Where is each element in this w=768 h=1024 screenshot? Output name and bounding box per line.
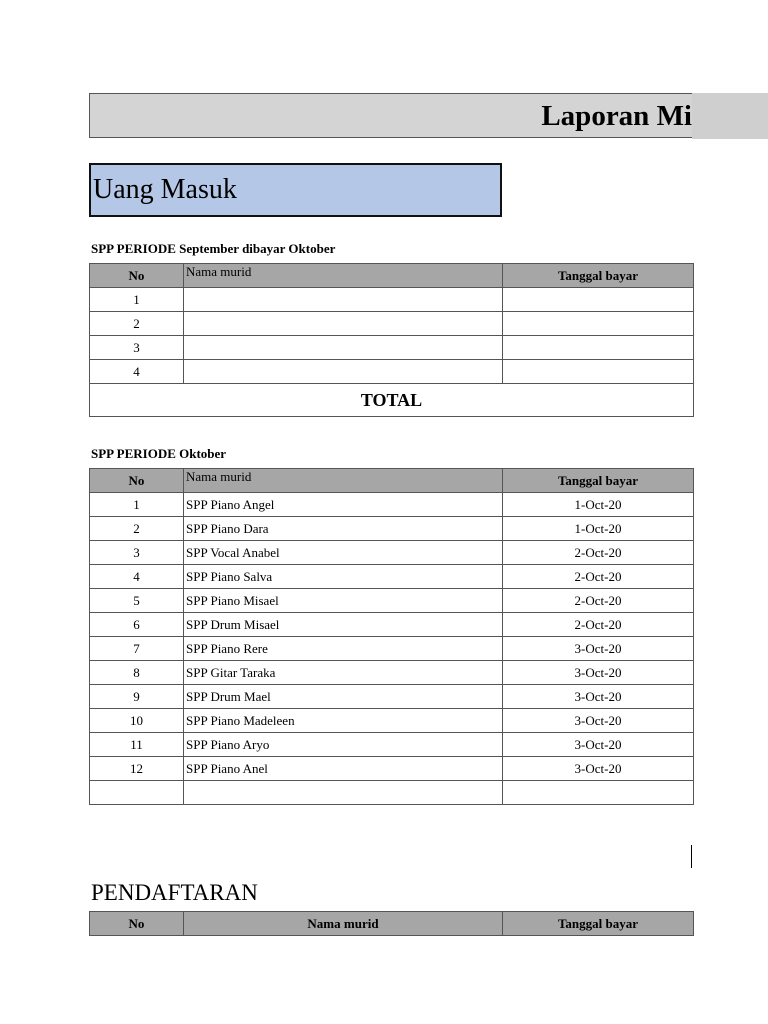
cell-name [184, 336, 503, 360]
table-row [90, 613, 694, 637]
cell-name: SPP Piano Salva [184, 565, 503, 589]
title-bar-overflow [692, 93, 768, 139]
report-title-bar [89, 93, 692, 138]
cell-no [90, 781, 184, 805]
cell-date: 2-Oct-20 [503, 589, 694, 613]
cell-name: SPP Drum Misael [184, 613, 503, 637]
table2-caption: SPP PERIODE Oktober [91, 446, 227, 461]
cell-no: 3 [90, 541, 184, 565]
cell-date: 2-Oct-20 [503, 613, 694, 637]
cell-date [503, 312, 694, 336]
cell-no: 4 [90, 565, 184, 589]
cell-date: 1-Oct-20 [503, 493, 694, 517]
cell-no: 7 [90, 637, 184, 661]
table-row [90, 661, 694, 685]
cell-name: SPP Piano Madeleen [184, 709, 503, 733]
table-header-row [90, 469, 694, 493]
cell-no: 5 [90, 589, 184, 613]
table-row [90, 685, 694, 709]
header-no: No [90, 264, 184, 288]
cell-date: 2-Oct-20 [503, 565, 694, 589]
cell-name: SPP Drum Mael [184, 685, 503, 709]
cell-name: SPP Piano Dara [184, 517, 503, 541]
header-date: Tanggal bayar [503, 912, 694, 936]
header-name: Nama murid [184, 912, 503, 936]
cell-no: 6 [90, 613, 184, 637]
cell-no: 4 [90, 360, 184, 384]
cell-date: 3-Oct-20 [503, 685, 694, 709]
cell-name [184, 288, 503, 312]
cell-no: 12 [90, 757, 184, 781]
cell-date: 3-Oct-20 [503, 709, 694, 733]
table-row [90, 637, 694, 661]
header-name: Nama murid [184, 469, 503, 493]
cell-no: 1 [90, 288, 184, 312]
cell-cursor-line [691, 845, 692, 868]
cell-no: 2 [90, 517, 184, 541]
cell-date [503, 336, 694, 360]
cell-no: 9 [90, 685, 184, 709]
cell-no: 10 [90, 709, 184, 733]
cell-date [503, 288, 694, 312]
cell-date [503, 781, 694, 805]
table-row [90, 336, 694, 360]
total-row [90, 384, 694, 417]
cell-name: SPP Piano Rere [184, 637, 503, 661]
cell-no: 1 [90, 493, 184, 517]
table1-caption: SPP PERIODE September dibayar Oktober [91, 241, 336, 256]
section-title: Uang Masuk [93, 174, 237, 205]
pendaftaran-title: PENDAFTARAN [91, 880, 258, 905]
table-row [90, 781, 694, 805]
table-row [90, 709, 694, 733]
total-label: TOTAL [90, 384, 694, 417]
table-row [90, 757, 694, 781]
cell-no: 3 [90, 336, 184, 360]
table-row [90, 541, 694, 565]
cell-name: SPP Vocal Anabel [184, 541, 503, 565]
cell-date: 2-Oct-20 [503, 541, 694, 565]
table-row [90, 360, 694, 384]
header-date: Tanggal bayar [503, 264, 694, 288]
table-row [90, 589, 694, 613]
cell-name: SPP Piano Aryo [184, 733, 503, 757]
table-row [90, 493, 694, 517]
cell-name [184, 312, 503, 336]
cell-date: 3-Oct-20 [503, 637, 694, 661]
cell-date [503, 360, 694, 384]
table-row [90, 288, 694, 312]
cell-date: 3-Oct-20 [503, 733, 694, 757]
cell-date: 1-Oct-20 [503, 517, 694, 541]
header-name: Nama murid [184, 264, 503, 288]
table-spp-oktober [89, 468, 694, 805]
table-header-row [90, 264, 694, 288]
cell-no: 11 [90, 733, 184, 757]
cell-date: 3-Oct-20 [503, 757, 694, 781]
cell-name: SPP Piano Misael [184, 589, 503, 613]
table-pendaftaran [89, 911, 694, 936]
table-row [90, 312, 694, 336]
table-spp-september [89, 263, 694, 417]
table-row [90, 565, 694, 589]
cell-no: 8 [90, 661, 184, 685]
cell-no: 2 [90, 312, 184, 336]
cell-name: SPP Piano Anel [184, 757, 503, 781]
cell-name: SPP Piano Angel [184, 493, 503, 517]
cell-name: SPP Gitar Taraka [184, 661, 503, 685]
header-date: Tanggal bayar [503, 469, 694, 493]
header-no: No [90, 912, 184, 936]
table-header-row [90, 912, 694, 936]
table-row [90, 733, 694, 757]
table2-body [90, 493, 694, 805]
report-title: Laporan Mi [541, 100, 692, 132]
cell-name [184, 781, 503, 805]
cell-name [184, 360, 503, 384]
section-header-box [89, 163, 502, 217]
header-no: No [90, 469, 184, 493]
cell-date: 3-Oct-20 [503, 661, 694, 685]
table1-body [90, 288, 694, 384]
table-row [90, 517, 694, 541]
